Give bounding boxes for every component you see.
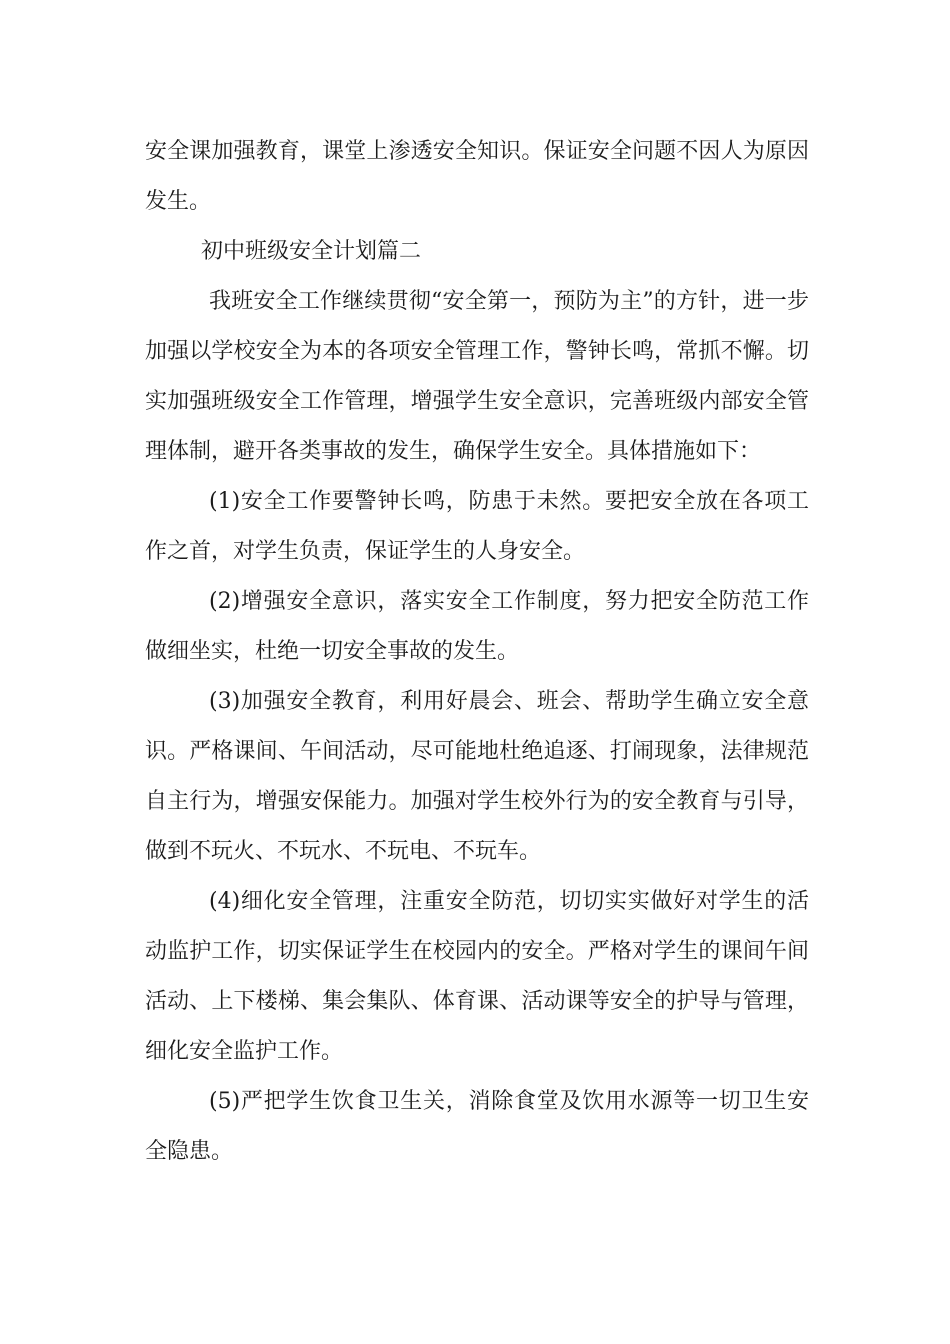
paragraph-item-3: (3)加强安全教育，利用好晨会、班会、帮助学生确立安全意识。严格课间、午间活动，尽可能地杜绝追逐、打闹现象，法律规范自主行为，增强安保能力。加强对学生校外行为的安全教育与引导，做到不玩火、不玩水、不玩电、不玩车。 bbox=[145, 689, 809, 864]
section-heading: 初中班级安全计划篇二 bbox=[201, 239, 422, 264]
paragraph-item-4: (4)细化安全管理，注重安全防范，切切实实做好对学生的活动监护工作，切实保证学生在校园内的安全。严格对学生的课间午间活动、上下楼梯、集会集队、体育课、活动课等安全的护导与管理，细化安全监护工作。 bbox=[145, 889, 809, 1064]
paragraph-continuation: 安全课加强教育，课堂上渗透安全知识。保证安全问题不因人为原因发生。 bbox=[145, 139, 809, 214]
paragraph-item-5: (5)严把学生饮食卫生关，消除食堂及饮用水源等一切卫生安全隐患。 bbox=[145, 1089, 809, 1164]
document-page bbox=[145, 127, 809, 1177]
paragraph-item-2: (2)增强安全意识，落实安全工作制度，努力把安全防范工作做细坐实，杜绝一切安全事故的发生。 bbox=[145, 589, 809, 664]
paragraph-intro: 我班安全工作继续贯彻“安全第一，预防为主”的方针，进一步加强以学校安全为本的各项安全管理工作，警钟长鸣，常抓不懈。切实加强班级安全工作管理，增强学生安全意识，完善班级内部安全管理体制，避开各类事故的发生，确保学生安全。具体措施如下： bbox=[145, 289, 809, 464]
paragraph-item-1: (1)安全工作要警钟长鸣，防患于未然。要把安全放在各项工作之首，对学生负责，保证学生的人身安全。 bbox=[145, 489, 809, 564]
